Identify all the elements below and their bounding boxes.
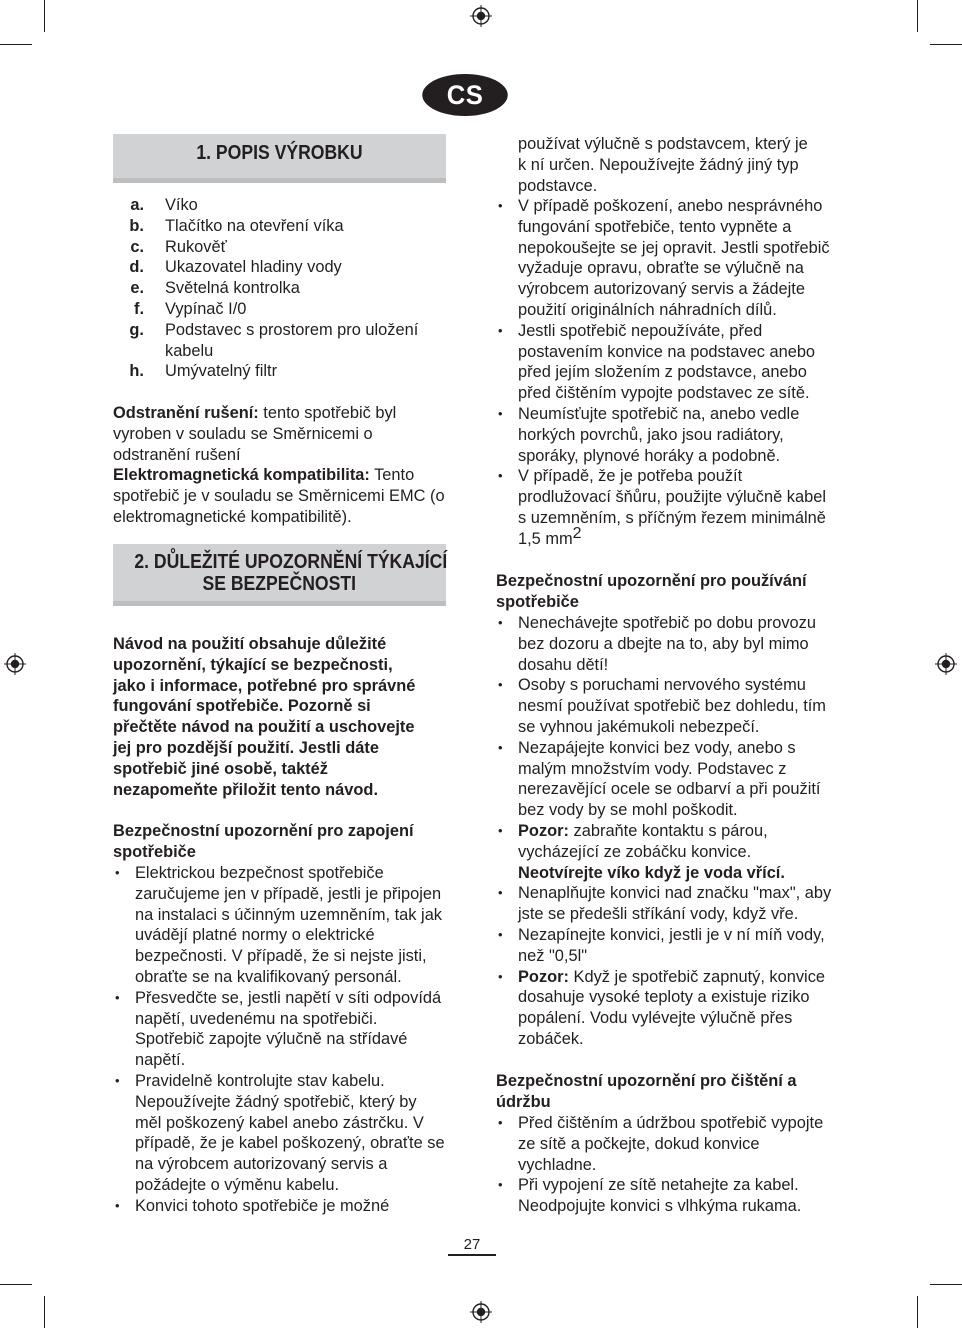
crop-mark <box>917 1296 918 1328</box>
list-item: • Nenaplňujte konvici nad značku "max", aby jste se předešli stříkání vody, když vře. <box>496 883 836 925</box>
crop-mark <box>0 44 32 45</box>
section-heading-description <box>113 134 446 183</box>
list-item <box>127 216 447 237</box>
list-item <box>127 278 447 299</box>
list-item: • Pravidelně kontrolujte stav kabelu. Nepoužívejte žádný spotřebič, který by měl poškozený kabel anebo zástrčku. V případě, že je kabel poškozený, obraťte se na výrobcem autorizovaný servis a požádejte o výměnu kabelu. <box>113 1071 447 1196</box>
interference-text: tento spotřebič byl vyroben v souladu se Směrnicemi o odstranění rušení <box>113 404 397 464</box>
language-badge: CS <box>422 74 508 116</box>
parts-list <box>127 195 447 382</box>
crop-mark <box>0 1284 32 1285</box>
use-heading: Bezpečnostní upozornění pro používání spotřebiče <box>496 572 807 611</box>
list-item <box>127 237 447 258</box>
list-item <box>127 299 447 320</box>
list-item: • Jestli spotřebič nepoužíváte, před postavením konvice na podstavec anebo před jejím složením z podstavce, anebo před čištěním vypojte podstavec ze sítě. <box>496 321 836 404</box>
warning-bold: Neotvírejte víko když je voda vřící. <box>518 863 785 882</box>
item-label: f. <box>133 299 144 318</box>
list-item <box>496 821 836 883</box>
item-label: d. <box>129 258 144 277</box>
item-text: Vypínač I/0 <box>165 299 247 318</box>
registration-mark-icon <box>470 5 492 27</box>
item-text: Rukověť <box>165 237 227 256</box>
emc-note <box>113 465 447 527</box>
warning-label: Pozor: <box>518 821 569 840</box>
connection-list-continued <box>496 196 836 550</box>
list-item <box>127 195 447 216</box>
item-label: a. <box>130 196 144 214</box>
list-item: • Nenechávejte spotřebič po dobu provozu bez dozoru a dbejte na to, aby byl mimo dosahu dětí! <box>496 613 836 675</box>
item-label: b. <box>129 216 144 235</box>
crop-mark <box>44 0 45 32</box>
superscript: 2 <box>572 524 582 542</box>
emc-label: Elektromagnetická kompatibilita: <box>113 466 370 485</box>
extension-text: V případě, že je potřeba použít prodlužovací šňůru, použijte výlučně kabel s uzemněním, s příčným řezem minimálně 1,5 mm <box>518 467 826 548</box>
list-item: • V případě poškození, anebo nesprávného fungování spotřebiče, tento vypněte a nepokoušejte se jej opravit. Jestli spotřebič vyžaduje opravu, obraťte se výlučně na výrobcem autorizovaný servis a žádejte použití originálních náhradních dílů. <box>496 196 836 321</box>
list-item: • Nezapájejte konvici bez vody, anebo s malým množstvím vody. Podstavec z nerezavějící ocele se odbarví a při použití bez vody by se mohl poškodit. <box>496 738 836 821</box>
item-text: Víko <box>165 196 198 214</box>
warning-text: Když je spotřebič zapnutý, konvice dosahuje vysoké teploty a existuje riziko popálení. Vodu vylévejte výlučně přes zobáček. <box>518 967 826 1048</box>
connection-list <box>113 863 447 1217</box>
section-title: 1. POPIS VÝROBKU <box>196 142 363 164</box>
item-label: e. <box>130 279 144 298</box>
compliance-notes <box>113 403 447 528</box>
safety-intro: Návod na použití obsahuje důležité upozornění, týkající se bezpečnosti, jako i informace, potřebné pro správné fungování spotřebiče. Pozorně si přečtěte návod na použití a uschovejte jej pro pozdější použití. Jestli dáte spotřebič jiné osobě, taktéž nezapomeňte přiložit tento návod. <box>113 635 416 799</box>
list-item <box>127 257 447 278</box>
list-item: • Nezapínejte konvici, jestli je v ní míň vody, než "0,5l" <box>496 925 836 967</box>
registration-mark-icon <box>4 653 26 675</box>
section-title-line2: SE BEZPEČNOSTI <box>202 573 357 595</box>
item-label: g. <box>129 320 144 339</box>
item-text: Ukazovatel hladiny vody <box>165 258 342 277</box>
page-number: 27 <box>463 1236 481 1253</box>
list-item: • Konvici tohoto spotřebiče je možné <box>113 1196 447 1217</box>
crop-mark <box>917 0 918 32</box>
item-text: Světelná kontrolka <box>165 279 300 298</box>
item-text: Podstavec s prostorem pro uložení kabelu <box>165 320 419 360</box>
section-title-line1: 2. DŮLEŽITÉ UPOZORNĚNÍ TÝKAJÍCÍ <box>134 551 448 573</box>
item-label: h. <box>129 362 144 381</box>
list-item <box>496 967 836 1050</box>
section-heading-safety <box>113 544 446 606</box>
emc-text: Tento spotřebič je v souladu se Směrnicemi EMC (o elektromagnetické kompatibilitě). <box>113 466 445 526</box>
item-text: Umývatelný filtr <box>165 362 278 381</box>
use-list <box>496 613 836 1050</box>
warning-label: Pozor: <box>518 967 569 986</box>
list-item: • Elektrickou bezpečnost spotřebiče zaručujeme jen v případě, jestli je připojen na instalaci s účinným uzemněním, tak jak uvádějí platné normy o elektrické bezpečnosti. V případě, že si nejste jisti, obraťte se na kvalifikovaný personál. <box>113 863 447 988</box>
registration-mark-icon <box>935 653 957 675</box>
crop-mark <box>930 1284 962 1285</box>
list-item <box>496 466 836 549</box>
list-item <box>127 320 447 362</box>
registration-mark-icon <box>470 1301 492 1323</box>
crop-mark <box>930 44 962 45</box>
list-item <box>127 361 447 382</box>
warning-text: zabraňte kontaktu s párou, vycházející ze zobáčku konvice. <box>518 821 768 861</box>
list-item: • Při vypojení ze sítě netahejte za kabel. Neodpojujte konvici s vlhkýma rukama. <box>496 1175 836 1217</box>
connection-continued: používat výlučně s podstavcem, který je k ní určen. Nepoužívejte žádný jiný typ podstavce. <box>518 135 808 195</box>
list-item: • Osoby s poruchami nervového systému nesmí používat spotřebič bez dohledu, tím se vyhnou jakémukoli nebezpečí. <box>496 675 836 737</box>
item-text: Tlačítko na otevření víka <box>165 216 344 235</box>
page-number-rule <box>448 1254 496 1256</box>
list-item: • Přesvedčte se, jestli napětí v síti odpovídá napětí, uvedenému na spotřebiči. Spotřebič zapojte výlučně na střídavé napětí. <box>113 988 447 1071</box>
crop-mark <box>44 1296 45 1328</box>
list-item: • Před čištěním a údržbou spotřebič vypojte ze sítě a počkejte, dokud konvice vychladne. <box>496 1113 836 1175</box>
interference-note <box>113 403 447 465</box>
interference-label: Odstranění rušení: <box>113 404 259 422</box>
connection-heading: Bezpečnostní upozornění pro zapojení spotřebiče <box>113 822 414 861</box>
list-item: • Neumísťujte spotřebič na, anebo vedle horkých povrchů, jako jsou radiátory, sporáky, plynové horáky a podobně. <box>496 404 836 466</box>
item-label: c. <box>130 237 144 256</box>
cleaning-heading: Bezpečnostní upozornění pro čištění a údržbu <box>496 1072 797 1111</box>
cleaning-list <box>496 1113 836 1217</box>
